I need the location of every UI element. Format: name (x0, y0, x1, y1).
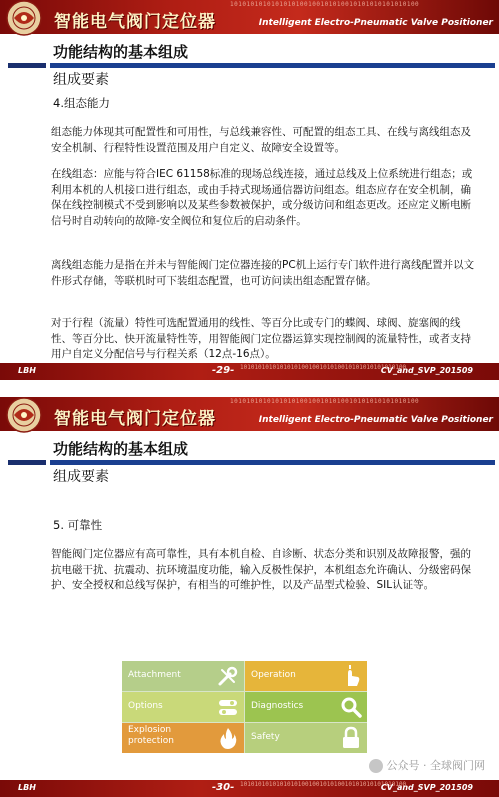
paragraph: 在线组态：应能与符合IEC 61158标准的现场总线连接，通过总线及上位系统进行组态；或利用本机的人机接口进行组态，或由手持式现场通信器访问组态。组态应存在安全机制，确保在线控制模式不受到影响以及某些参数被保护，或分级访问和组态更改。还应定义断电断信号时自动转向的故障-安全阀位和复位后的启动条件。 (51, 168, 473, 227)
wechat-watermark (369, 757, 486, 773)
toggle-switch-icon (216, 695, 240, 719)
slide-30 (0, 397, 499, 797)
binary-strip: 1010101010101010100100101010010101010101010100 (230, 398, 420, 405)
feature-tile (122, 692, 244, 722)
feature-label: Safety (251, 732, 280, 742)
page-number: -29- (212, 365, 235, 376)
hand-pointer-icon (339, 664, 363, 688)
slide-footer (0, 363, 499, 380)
wechat-icon (369, 759, 383, 773)
paragraph: 智能阀门定位器应有高可靠性，具有本机自检、自诊断、状态分类和识别及故障报警，强的抗电磁干扰、抗震动、抗环境温度功能，输入反极性保护，本机组态允许确认、分级密码保护、安全授权和总线写保护，有相当的可维护性，以及产品型式检验、SIL认证等。 (51, 548, 471, 591)
page-number: -30- (212, 782, 235, 793)
padlock-icon (339, 726, 363, 750)
footer-author: LBH (18, 366, 36, 375)
slide-subtitle: 组成要素 (53, 469, 109, 485)
slide-29 (0, 0, 499, 380)
feature-tile (245, 692, 367, 722)
title-rule (50, 460, 495, 465)
footer-author: LBH (18, 783, 36, 792)
section-heading: 5. 可靠性 (53, 518, 103, 532)
company-emblem-icon (0, 397, 56, 437)
slide-subtitle: 组成要素 (53, 72, 109, 88)
paragraph: 对于行程（流量）特性可选配置通用的线性、等百分比或专门的蝶阀、球阀、旋塞阀的线性、等百分比、快开流量特性等，用智能阀门定位器运算实现控制阀的流量特性，或者支持用户自定义分配信号与行程关系（12点-16点）。 (51, 317, 471, 360)
flame-icon (216, 726, 240, 750)
feature-label: Options (128, 701, 163, 711)
title-rule-accent (8, 63, 46, 68)
feature-tile (245, 661, 367, 691)
slide-footer (0, 780, 499, 797)
section-heading: 4.组态能力 (53, 96, 110, 110)
brand-english: Intelligent Electro-Pneumatic Valve Positioner (258, 415, 493, 425)
title-rule-accent (8, 460, 46, 465)
feature-tile (122, 723, 244, 753)
feature-tile (245, 723, 367, 753)
footer-code: CV_and_SVP_201509 (380, 783, 473, 792)
slide-title: 功能结构的基本组成 (53, 440, 189, 458)
binary-strip: 1010101010101010100100101010010101010101010100 (230, 1, 420, 8)
wrench-screwdriver-icon (216, 664, 240, 688)
watermark-text: 公众号 · 全球阀门网 (386, 759, 485, 772)
feature-label: Attachment (128, 670, 181, 680)
feature-label: Explosion protection (128, 725, 174, 746)
paragraph: 组态能力体现其可配置性和可用性，与总线兼容性、可配置的组态工具、在线与离线组态及安全机制、行程特性设置范围及用户自定义、故障安全设置等。 (51, 126, 471, 154)
feature-label: Operation (251, 670, 296, 680)
feature-grid (122, 661, 367, 753)
feature-tile (122, 661, 244, 691)
title-rule (50, 63, 495, 68)
slide-title: 功能结构的基本组成 (53, 43, 189, 61)
footer-binary: 1010101010101010100100101010010101010101010100 (240, 364, 407, 371)
brand-title: 智能电气阀门定位器 (54, 409, 216, 429)
company-emblem-icon (0, 0, 56, 40)
brand-english: Intelligent Electro-Pneumatic Valve Positioner (258, 18, 493, 28)
footer-code: CV_and_SVP_201509 (380, 366, 473, 375)
feature-label: Diagnostics (251, 701, 304, 711)
brand-title: 智能电气阀门定位器 (54, 12, 216, 32)
magnifier-icon (339, 695, 363, 719)
footer-binary: 1010101010101010100100101010010101010101010100 (240, 781, 407, 788)
paragraph: 离线组态能力是指在并未与智能阀门定位器连接的PC机上运行专门软件进行离线配置并以文件形式存储，等联机时可下装组态配置，也可访问读出组态配置存储。 (51, 259, 475, 287)
